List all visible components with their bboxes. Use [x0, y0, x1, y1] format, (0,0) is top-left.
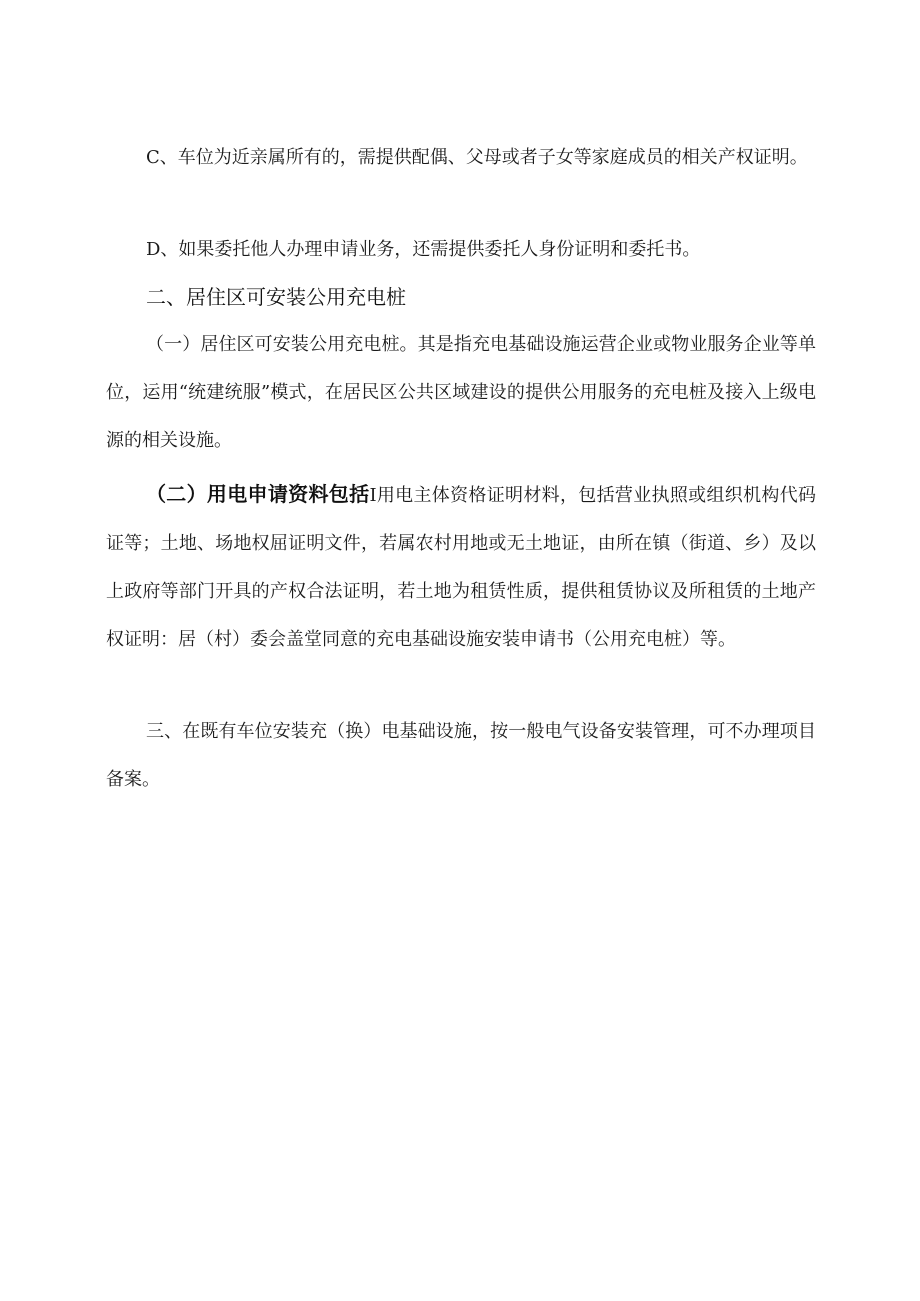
section-2-item-1: （一）居住区可安装公用充电桩。其是指充电基础设施运营企业或物业服务企业等单位，运用“统建统服”模式，在居民区公共区域建设的提供公用服务的充电桩及接入上级电源的相关设施。 [106, 334, 816, 451]
paragraph-c: C、车位为近亲属所有的，需提供配偶、父母或者子女等家庭成员的相关产权证明。 [146, 147, 808, 168]
section-2-item-2 [106, 470, 816, 664]
section-2-item-2-heading: （二）用电申请资料包括 [146, 482, 370, 506]
section-2-item-2-body: I用电主体资格证明材料，包括营业执照或组织机构代码证等；土地、场地权屈证明文件，若属农村用地或无土地证，由所在镇（街道、乡）及以上政府等部门开具的产权合法证明，若土地为租赁性质，提供租赁协议及所租赁的土地产权证明：居（村）委会盖堂同意的充电基础设施安装申请书（公用充电桩）等。 [106, 485, 817, 650]
section-3-paragraph: 三、在既有车位安装充（换）电基础设施，按一般电气设备安装管理，可不办理项目备案。 [106, 721, 816, 790]
section-2-heading: 二、居住区可安装公用充电桩 [146, 285, 406, 309]
paragraph-d: D、如果委托他人办理申请业务，还需提供委托人身份证明和委托书。 [146, 239, 701, 260]
